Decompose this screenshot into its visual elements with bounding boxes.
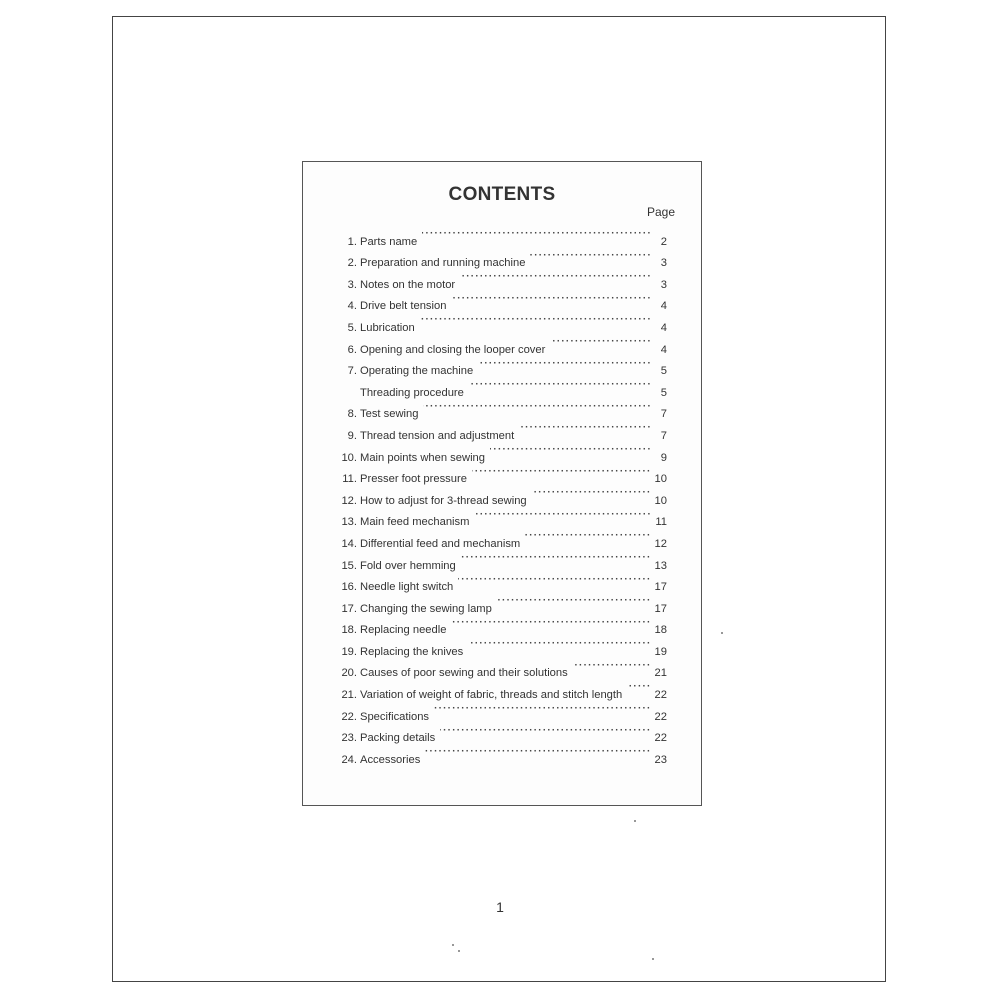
toc-entry-page: 10 <box>654 494 667 507</box>
toc-entry-number: 6. <box>347 343 357 356</box>
toc-list <box>329 223 667 766</box>
toc-dot-leader <box>532 482 652 504</box>
toc-entry-number: 18. <box>341 624 357 637</box>
toc-entry-label: Main feed mechanism <box>360 516 470 529</box>
page-column-heading: Page <box>646 205 675 219</box>
toc-entry-page: 9 <box>660 451 667 464</box>
toc-dot-leader <box>422 223 652 245</box>
toc-entry-number: 1. <box>347 235 357 248</box>
toc-entry-number: 17. <box>341 602 357 615</box>
toc-dot-leader <box>425 741 651 763</box>
toc-dot-leader <box>434 698 652 720</box>
scan-speck <box>458 950 460 952</box>
toc-dot-leader <box>474 504 652 526</box>
toc-entry-label: Differential feed and mechanism <box>360 537 521 550</box>
toc-entry-number: 23. <box>341 732 357 745</box>
toc-dot-leader <box>469 374 652 396</box>
toc-entry-number: 3. <box>347 278 357 291</box>
toc-entry-label: Accessories <box>360 753 421 766</box>
toc-entry-number: 21. <box>341 689 357 702</box>
toc-dot-leader <box>458 569 651 591</box>
toc-dot-leader <box>530 245 652 267</box>
toc-entry-page: 2 <box>660 235 667 248</box>
toc-entry-page: 22 <box>654 732 667 745</box>
toc-dot-leader <box>420 309 652 331</box>
toc-entry-page: 3 <box>660 278 667 291</box>
toc-dot-leader <box>440 720 651 742</box>
toc-entry-page: 17 <box>654 581 667 594</box>
toc-entry-label: Drive belt tension <box>360 300 447 313</box>
toc-dot-leader <box>461 547 652 569</box>
toc-entry-number: 5. <box>347 321 357 334</box>
toc-entry-page: 12 <box>654 537 667 550</box>
footer-page-number: 1 <box>496 899 504 915</box>
scan-speck <box>452 944 454 946</box>
toc-entry-number: 11. <box>342 473 357 486</box>
toc-entry-label: Specifications <box>360 710 430 723</box>
toc-entry-label: Changing the sewing lamp <box>360 602 492 615</box>
toc-entry-number: 12. <box>341 494 357 507</box>
scan-speck <box>652 958 654 960</box>
toc-entry-page: 11 <box>655 516 667 529</box>
toc-dot-leader <box>460 266 652 288</box>
toc-entry-number: 24. <box>341 753 357 766</box>
toc-entry-label: Parts name <box>360 235 418 248</box>
toc-dot-leader <box>451 288 652 310</box>
toc-entry-page: 23 <box>654 753 667 766</box>
toc-entry-number: 19. <box>341 645 357 658</box>
contents-title: CONTENTS <box>448 184 556 205</box>
toc-entry-label: Variation of weight of fabric, threads and stitch length <box>360 689 623 702</box>
toc-entry-page: 18 <box>654 624 667 637</box>
toc-dot-leader <box>478 353 652 375</box>
toc-entry-label: Presser foot pressure <box>360 473 467 486</box>
toc-entry-label: Thread tension and adjustment <box>360 429 515 442</box>
toc-entry-page: 22 <box>654 689 667 702</box>
toc-entry-label: Opening and closing the looper cover <box>360 343 546 356</box>
toc-entry-label: How to adjust for 3-thread sewing <box>360 494 527 507</box>
toc-entry-page: 4 <box>660 321 667 334</box>
toc-entry-page: 21 <box>654 667 667 680</box>
toc-dot-leader <box>472 461 652 483</box>
toc-entry-page: 10 <box>654 473 667 486</box>
toc-dot-leader <box>519 417 652 439</box>
contents-box <box>302 161 702 806</box>
toc-entry-page: 17 <box>654 602 667 615</box>
toc-entry-number: 20. <box>341 667 357 680</box>
toc-entry-label: Main points when sewing <box>360 451 485 464</box>
toc-entry-page: 5 <box>660 365 667 378</box>
toc-entry-label: Operating the machine <box>360 365 474 378</box>
scan-speck <box>721 632 723 634</box>
toc-dot-leader <box>550 331 652 353</box>
toc-dot-leader <box>627 676 651 698</box>
toc-entry-label: Notes on the motor <box>360 278 456 291</box>
toc-dot-leader <box>525 525 651 547</box>
toc-dot-leader <box>423 396 652 418</box>
toc-entry-page: 4 <box>660 343 667 356</box>
toc-dot-leader <box>573 655 652 677</box>
toc-entry-page: 4 <box>660 300 667 313</box>
toc-entry-page: 7 <box>660 429 667 442</box>
toc-entry-number: 16. <box>341 581 357 594</box>
toc-entry-label: Replacing the knives <box>360 645 464 658</box>
toc-entry-page: 13 <box>654 559 667 572</box>
toc-entry-page: 5 <box>660 386 667 399</box>
toc-entry-number: 9. <box>347 429 357 442</box>
toc-entry-number: 4. <box>347 300 357 313</box>
toc-entry-label: Replacing needle <box>360 624 447 637</box>
toc-dot-leader <box>451 612 651 634</box>
toc-entry-label: Preparation and running machine <box>360 257 526 270</box>
toc-entry-number: 14. <box>341 537 357 550</box>
toc-entry-label: Fold over hemming <box>360 559 456 572</box>
scan-speck <box>634 820 636 822</box>
toc-entry-number: 13. <box>341 516 357 529</box>
toc-dot-leader <box>468 633 651 655</box>
toc-entry-number: 8. <box>347 408 357 421</box>
toc-entry-label: Needle light switch <box>360 581 454 594</box>
toc-entry-page: 19 <box>654 645 667 658</box>
toc-entry <box>329 223 667 248</box>
toc-entry-label: Packing details <box>360 732 436 745</box>
toc-entry-number: 22. <box>341 710 357 723</box>
toc-entry-label: Test sewing <box>360 408 419 421</box>
toc-entry-label: Threading procedure <box>360 386 464 399</box>
toc-entry-page: 7 <box>660 408 667 421</box>
toc-entry-label: Causes of poor sewing and their solutions <box>360 667 568 680</box>
toc-entry-page: 22 <box>654 710 667 723</box>
toc-entry-number: 2. <box>347 257 357 270</box>
toc-entry-label: Lubrication <box>360 321 415 334</box>
toc-dot-leader <box>497 590 652 612</box>
toc-entry-page: 3 <box>660 257 667 270</box>
toc-entry-number: 7. <box>347 365 357 378</box>
toc-entry-number: 15. <box>341 559 357 572</box>
toc-entry-number: 10. <box>341 451 357 464</box>
toc-dot-leader <box>490 439 652 461</box>
